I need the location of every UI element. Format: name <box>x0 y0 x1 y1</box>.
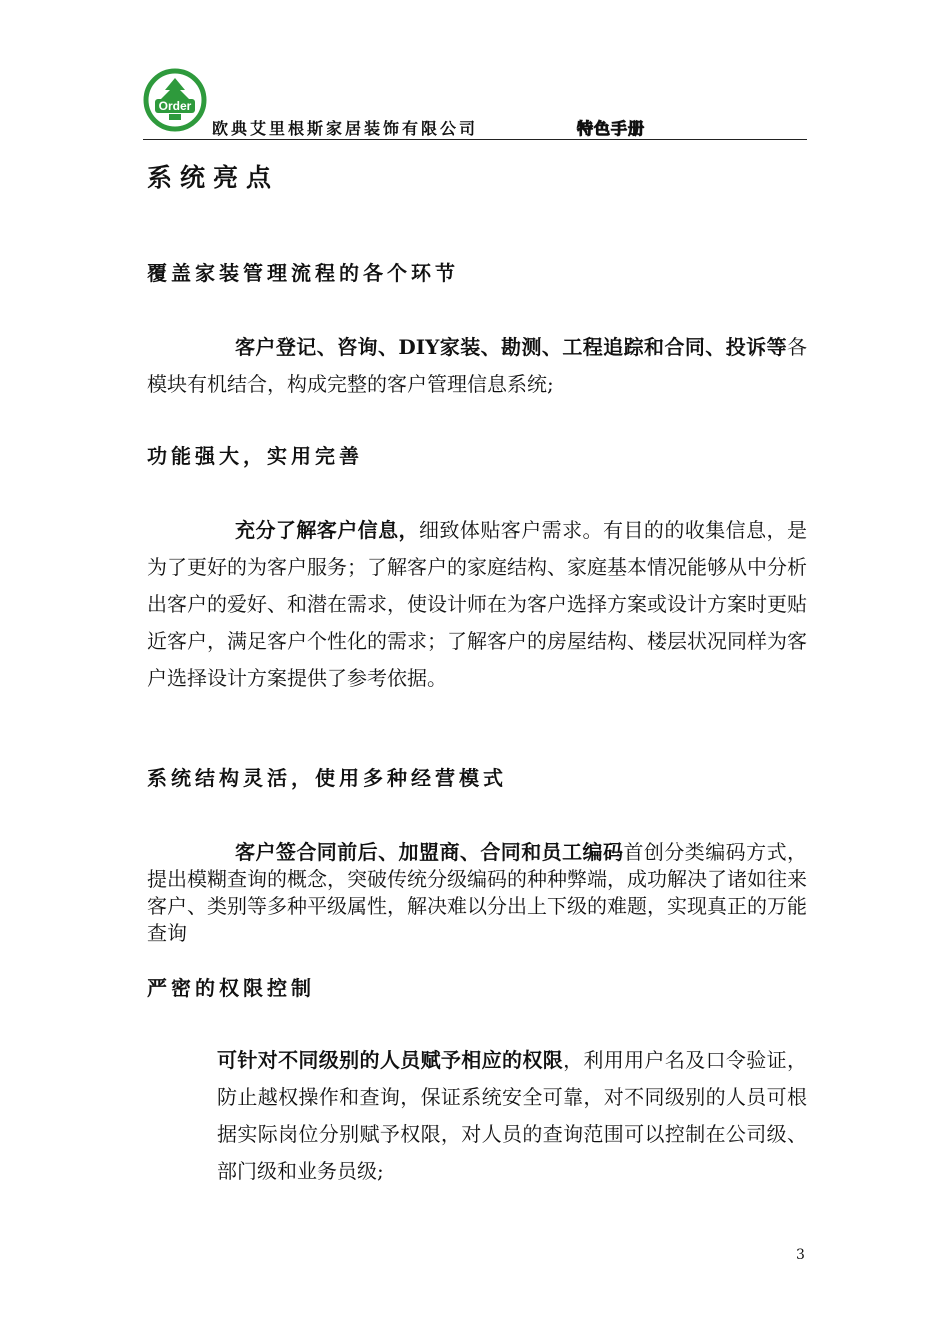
section-paragraph-3 <box>147 839 807 947</box>
section-lead-4: 可针对不同级别的人员赋予相应的权限 <box>217 1048 564 1072</box>
section-paragraph-1 <box>147 329 807 403</box>
page-title: 系统亮点 <box>147 163 280 192</box>
section-body-3: 首创分类编码方式，提出模糊查询的概念，突破传统分级编码的种种弊端，成功解决了诸如往来客户、类别等多种平级属性，解决难以分出上下级的难题，实现真正的万能查询 <box>147 840 808 945</box>
section-body-4: ，利用用户名及口令验证，防止越权操作和查询，保证系统安全可靠，对不同级别的人员可根据实际岗位分别赋予权限，对人员的查询范围可以控制在公司级、部门级和业务员级; <box>217 1048 808 1183</box>
section-heading-2: 功能强大，实用完善 <box>147 444 363 468</box>
section-lead-3: 客户签合同前后、加盟商、合同和员工编码 <box>235 840 624 864</box>
section-body-2: 细致体贴客户需求。有目的的收集信息，是为了更好的为客户服务；了解客户的家庭结构、家庭基本情况能够从中分析出客户的爱好、和潜在需求，使设计师在为客户选择方案或设计方案时更贴近客户，满足客户个性化的需求；了解客户的房屋结构、楼层状况同样为客户选择设计方案提供了参考依据。 <box>147 518 807 690</box>
header-divider <box>143 139 807 140</box>
section-lead-1: 客户登记、咨询、DIY家装、勘测、工程追踪和合同、投诉等 <box>235 335 787 359</box>
section-lead-2: 充分了解客户信息， <box>235 518 419 542</box>
section-heading-3: 系统结构灵活，使用多种经营模式 <box>147 766 507 790</box>
logo-text: Order <box>158 99 192 113</box>
section-heading-1: 覆盖家装管理流程的各个环节 <box>147 261 459 285</box>
header-company-name: 欧典艾里根斯家居装饰有限公司 <box>212 119 479 138</box>
header-manual-label: 特色手册 <box>577 119 646 138</box>
section-paragraph-2 <box>147 512 807 697</box>
section-paragraph-4 <box>217 1042 807 1190</box>
company-logo <box>143 68 207 132</box>
section-body-1: 各模块有机结合，构成完整的客户管理信息系统; <box>147 335 807 396</box>
page-number: 3 <box>796 1247 805 1263</box>
section-heading-4: 严密的权限控制 <box>147 976 315 1000</box>
